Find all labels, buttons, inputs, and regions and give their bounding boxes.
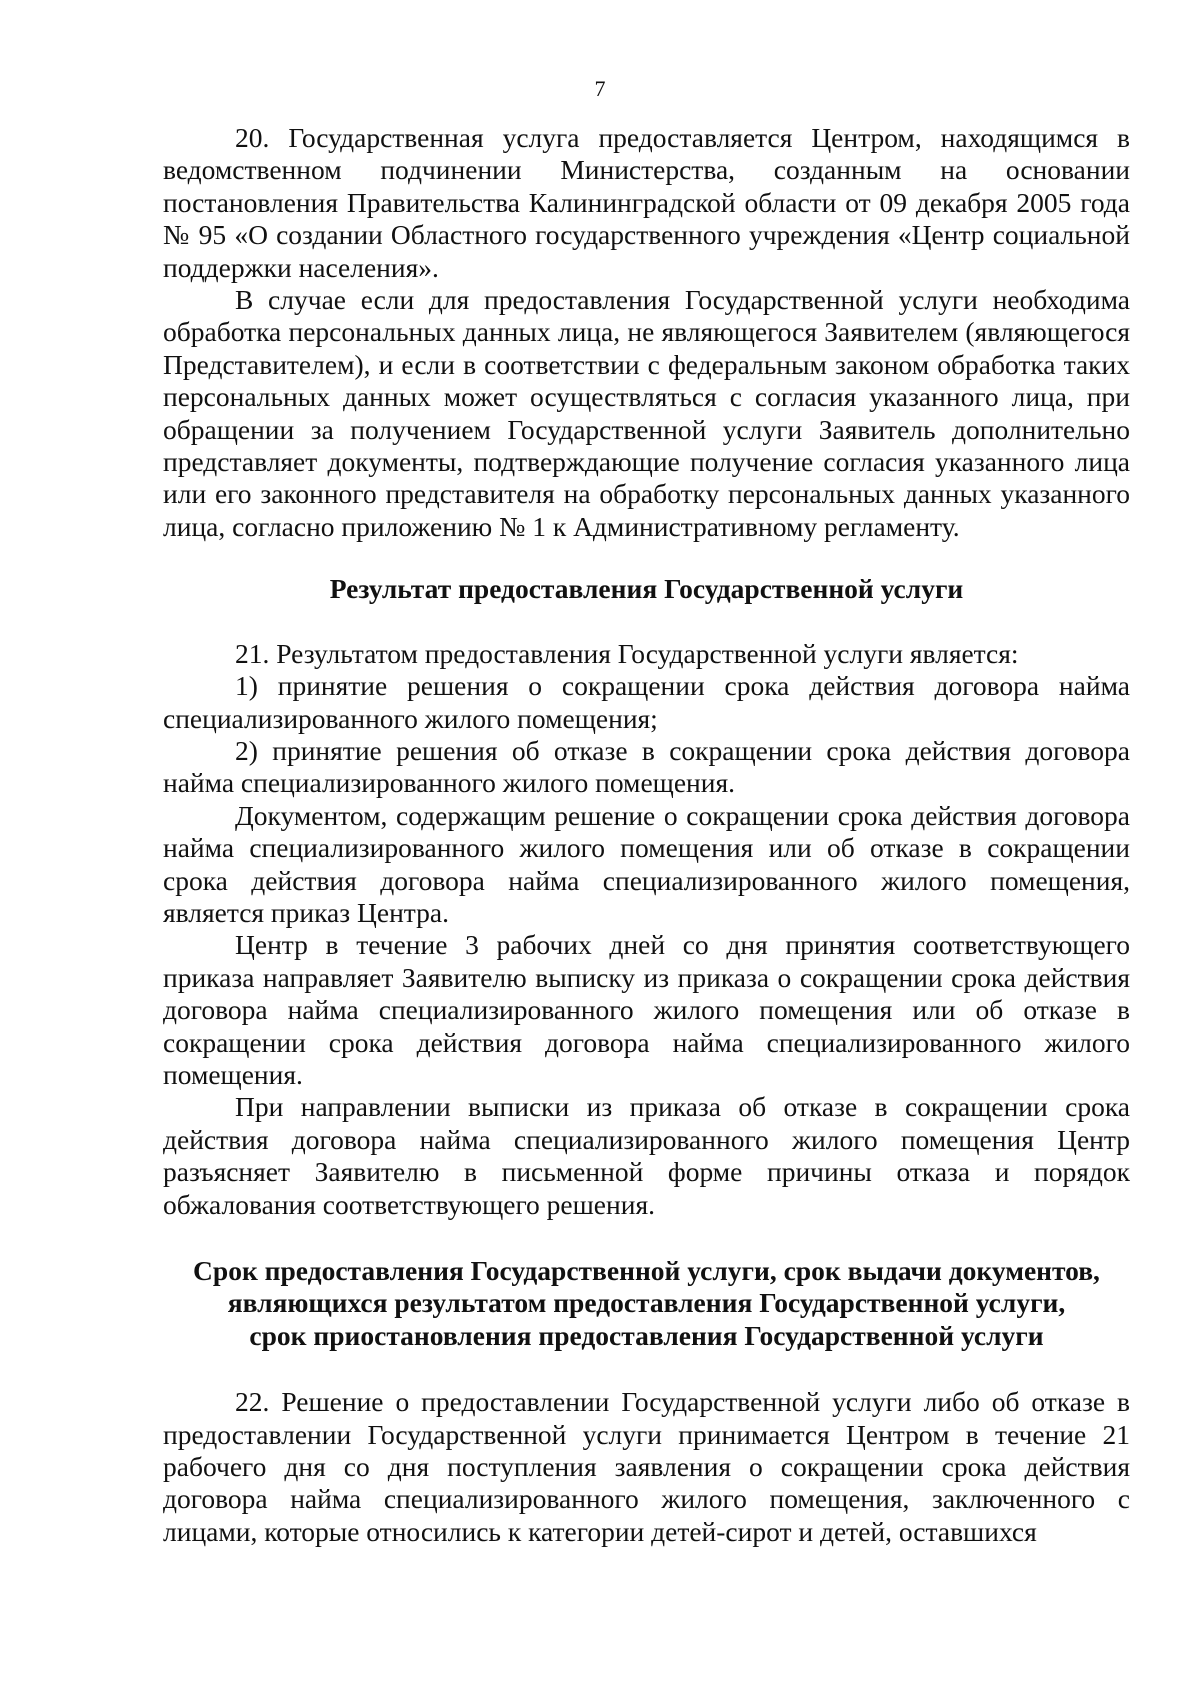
list-item-2: 2) принятие решения об отказе в сокращении срока действия договора найма специализированного жилого помещения. (163, 734, 1130, 799)
paragraph-refusal-explanation: При направлении выписки из приказа об отказе в сокращении срока действия договора найма специализированного жилого помещения Центр разъясняет Заявителю в письменной форме причины отказа и порядок обжалования соответствующего решения. (163, 1091, 1130, 1220)
list-item-1: 1) принятие решения о сокращении срока действия договора найма специализированного жилого помещения; (163, 670, 1130, 734)
section-heading-term-line2: являющихся результатом предоставления Государственной услуги, (227, 1287, 1066, 1319)
section-heading-term (163, 1255, 1130, 1352)
section-heading-result: Результат предоставления Государственной услуги (329, 573, 964, 605)
paragraph-center-notice: Центр в течение 3 рабочих дней со дня принятия соответствующего приказа направляет Заявителю выписку из приказа о сокращении срока действия договора найма специализированного жилого помещения или об отказе в сокращении срока действия договора найма специализированного жилого помещения. (163, 929, 1130, 1090)
paragraph-21: 21. Результатом предоставления Государственной услуги является: (235, 637, 1019, 669)
section-heading-term-line3: срок приостановления предоставления Государственной услуги (249, 1319, 1044, 1351)
paragraph-document-decision: Документом, содержащим решение о сокращении срока действия договора найма специализированного жилого помещения или об отказе в сокращении срока действия договора найма специализированного жилого помещения, является приказ Центра. (163, 799, 1130, 928)
paragraph-22: 22. Решение о предоставлении Государственной услуги либо об отказе в предоставлении Государственной услуги принимается Центром в течение 21 рабочего дня со дня поступления заявления о сокращении срока действия договора найма специализированного жилого помещения, заключенного с лицами, которые относились к категории детей-сирот и детей, оставшихся (163, 1386, 1130, 1547)
page-number: 7 (594, 76, 606, 101)
paragraph-20: 20. Государственная услуга предоставляется Центром, находящимся в ведомственном подчинении Министерства, созданным на основании постановления Правительства Калининградской области от 09 декабря 2005 года № 95 «О создании Областного государственного учреждения «Центр социальной поддержки населения». (163, 122, 1130, 283)
paragraph-personal-data: В случае если для предоставления Государственной услуги необходима обработка персональных данных лица, не являющегося Заявителем (являющегося Представителем), и если в соответствии с федеральным законом обработка таких персональных данных может осуществляться с согласия указанного лица, при обращении за получением Государственной услуги Заявитель дополнительно представляет документы, подтверждающие получение согласия указанного лица или его законного представителя на обработку персональных данных указанного лица, согласно приложению № 1 к Административному регламенту. (163, 284, 1130, 542)
document-body (163, 122, 1130, 1548)
section-heading-term-line1: Срок предоставления Государственной услуги, срок выдачи документов, (193, 1255, 1100, 1286)
